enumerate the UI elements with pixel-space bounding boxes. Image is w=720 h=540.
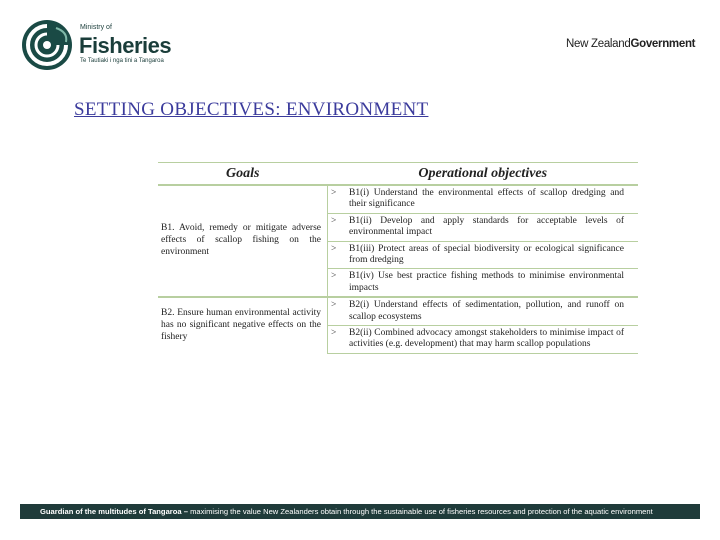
bullet-arrow: >	[328, 185, 347, 213]
goal-b1: B1. Avoid, remedy or mitigate adverse effects of scallop fishing on the environment	[158, 185, 328, 297]
bullet-arrow: >	[328, 213, 347, 241]
slide-title: SETTING OBJECTIVES: ENVIRONMENT	[74, 99, 429, 120]
objective-b2-i: B2(i) Understand effects of sedimentation, pollution, and runoff on scallop ecosystems	[346, 297, 638, 325]
objective-b1-ii: B1(ii) Develop and apply standards for acceptable levels of environmental impact	[346, 213, 638, 241]
footer-banner	[20, 504, 700, 519]
fisheries-koru-icon	[20, 18, 74, 72]
bullet-arrow: >	[328, 241, 347, 269]
objectives-table	[158, 162, 638, 354]
govt-part1: New Zealand	[566, 38, 631, 50]
bullet-arrow: >	[328, 269, 347, 297]
logo-wordmark: Fisheries	[79, 33, 172, 58]
objectives-table-container	[158, 162, 638, 354]
footer-part2: maximising the value New Zealanders obtain through the sustainable use of fisheries resources and protection of the aquatic environment	[190, 507, 653, 516]
header-goals: Goals	[158, 163, 328, 186]
govt-part2: Government	[630, 38, 696, 50]
footer-part1: Guardian of the multitudes of Tangaroa –	[40, 507, 188, 516]
objective-b1-iv: B1(iv) Use best practice fishing methods to minimise environmental impacts	[346, 269, 638, 297]
objective-b1-i: B1(i) Understand the environmental effects of scallop dredging and their significance	[346, 185, 638, 213]
objective-b2-ii: B2(ii) Combined advocacy amongst stakeholders to minimise impact of activities (e.g. development) that may harm scallop populations	[346, 325, 638, 353]
goal-b2: B2. Ensure human environmental activity has no significant negative effects on the fishery	[158, 297, 328, 353]
logo-subtitle: Ministry of	[80, 24, 112, 31]
logo-maori-tagline: Te Tautiaki i nga tini a Tangaroa	[80, 58, 164, 64]
header-objectives: Operational objectives	[328, 163, 639, 186]
bullet-arrow: >	[328, 325, 347, 353]
ministry-of-fisheries-logo	[20, 16, 180, 72]
bullet-arrow: >	[328, 297, 347, 325]
nz-government-logo	[566, 38, 695, 50]
objective-b1-iii: B1(iii) Protect areas of special biodiversity or ecological significance from dredging	[346, 241, 638, 269]
